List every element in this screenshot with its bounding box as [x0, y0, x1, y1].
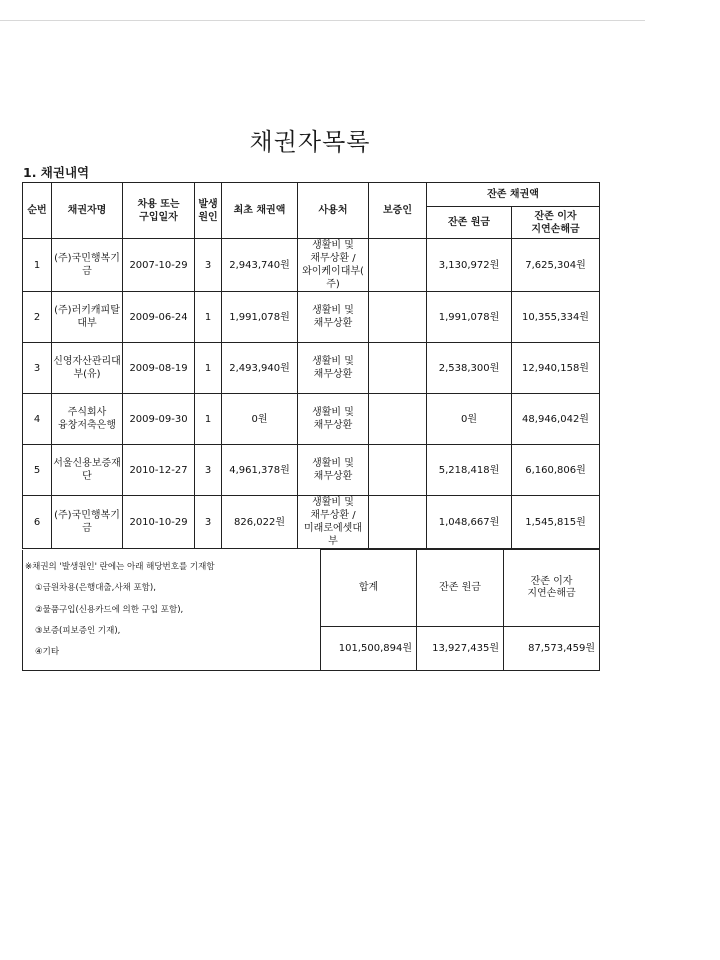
row-interest: 6,160,806원 — [512, 445, 600, 496]
header-date: 차용 또는 구입일자 — [123, 183, 195, 239]
row-initial-amount: 826,022원 — [222, 496, 298, 549]
row-cause: 3 — [195, 496, 222, 549]
row-use: 생활비 및 채무상환 / 와이케이대부( 주) — [298, 239, 369, 292]
total-principal-value: 13,927,435원 — [417, 627, 504, 671]
row-guarantor — [369, 292, 427, 343]
header-remaining: 잔존 채권액 — [427, 183, 600, 207]
row-no: 2 — [23, 292, 52, 343]
row-interest: 12,940,158원 — [512, 343, 600, 394]
header-row-1 — [23, 183, 600, 207]
row-guarantor — [369, 239, 427, 292]
row-cause: 1 — [195, 394, 222, 445]
row-no: 3 — [23, 343, 52, 394]
row-interest: 10,355,334원 — [512, 292, 600, 343]
row-date: 2007-10-29 — [123, 239, 195, 292]
total-interest-value: 87,573,459원 — [504, 627, 600, 671]
document-title: 채권자목록 — [249, 128, 371, 156]
header-cause: 발생 원인 — [195, 183, 222, 239]
total-interest-label: 잔존 이자 지연손해금 — [504, 550, 600, 627]
row-initial-amount: 2,493,940원 — [222, 343, 298, 394]
table-row — [23, 239, 600, 292]
table-row — [23, 292, 600, 343]
row-creditor: (주)국민행복기 금 — [52, 239, 123, 292]
row-initial-amount: 0원 — [222, 394, 298, 445]
row-initial-amount: 2,943,740원 — [222, 239, 298, 292]
row-principal: 2,538,300원 — [427, 343, 512, 394]
table-row — [23, 394, 600, 445]
row-date: 2010-10-29 — [123, 496, 195, 549]
total-label: 합계 — [321, 550, 417, 627]
row-cause: 3 — [195, 445, 222, 496]
row-principal: 3,130,972원 — [427, 239, 512, 292]
row-creditor: 서울신용보증재 단 — [52, 445, 123, 496]
row-date: 2009-09-30 — [123, 394, 195, 445]
row-use: 생활비 및 채무상환 — [298, 343, 369, 394]
note-line: ④기타 — [35, 647, 60, 658]
row-creditor: (주)국민행복기 금 — [52, 496, 123, 549]
row-principal: 1,048,667원 — [427, 496, 512, 549]
table-row — [23, 343, 600, 394]
note-line: ③보증(피보증인 기재), — [35, 625, 121, 636]
row-initial-amount: 4,961,378원 — [222, 445, 298, 496]
row-use: 생활비 및 채무상환 — [298, 445, 369, 496]
header-interest: 잔존 이자 지연손해금 — [512, 207, 600, 239]
note-line: ①금원차용(은행대출,사채 포함), — [35, 583, 156, 594]
row-use: 생활비 및 채무상환 — [298, 292, 369, 343]
row-date: 2009-06-24 — [123, 292, 195, 343]
row-no: 4 — [23, 394, 52, 445]
row-cause: 1 — [195, 343, 222, 394]
note-line: ※채권의 '발생원인' 란에는 아래 해당번호를 기재함 — [25, 562, 215, 573]
row-interest: 48,946,042원 — [512, 394, 600, 445]
totals-label-row — [23, 550, 600, 627]
row-interest: 7,625,304원 — [512, 239, 600, 292]
row-guarantor — [369, 445, 427, 496]
page-top-rule — [0, 20, 645, 21]
row-use: 생활비 및 채무상환 / 미래로에셋대 부 — [298, 496, 369, 549]
row-principal: 1,991,078원 — [427, 292, 512, 343]
debt-table — [22, 182, 600, 549]
total-principal-label: 잔존 원금 — [417, 550, 504, 627]
section-heading: 1. 채권내역 — [23, 165, 90, 180]
total-value: 101,500,894원 — [321, 627, 417, 671]
row-guarantor — [369, 394, 427, 445]
row-no: 6 — [23, 496, 52, 549]
note-line: ②물품구입(신용카드에 의한 구입 포함), — [35, 604, 184, 615]
row-no: 1 — [23, 239, 52, 292]
header-creditor: 채권자명 — [52, 183, 123, 239]
header-principal: 잔존 원금 — [427, 207, 512, 239]
row-creditor: (주)러키캐피탈 대부 — [52, 292, 123, 343]
row-interest: 1,545,815원 — [512, 496, 600, 549]
row-principal: 5,218,418원 — [427, 445, 512, 496]
row-use: 생활비 및 채무상환 — [298, 394, 369, 445]
row-principal: 0원 — [427, 394, 512, 445]
table-row — [23, 496, 600, 549]
header-initial-amount: 최초 채권액 — [222, 183, 298, 239]
table-row — [23, 445, 600, 496]
row-no: 5 — [23, 445, 52, 496]
cause-code-notes — [23, 550, 321, 671]
row-guarantor — [369, 343, 427, 394]
row-cause: 3 — [195, 239, 222, 292]
header-guarantor: 보증인 — [369, 183, 427, 239]
header-use: 사용처 — [298, 183, 369, 239]
header-no: 순번 — [23, 183, 52, 239]
row-date: 2010-12-27 — [123, 445, 195, 496]
row-creditor: 신영자산관리대 부(유) — [52, 343, 123, 394]
row-cause: 1 — [195, 292, 222, 343]
row-initial-amount: 1,991,078원 — [222, 292, 298, 343]
totals-table — [22, 549, 600, 671]
row-date: 2009-08-19 — [123, 343, 195, 394]
row-creditor: 주식회사 융창저축은행 — [52, 394, 123, 445]
row-guarantor — [369, 496, 427, 549]
